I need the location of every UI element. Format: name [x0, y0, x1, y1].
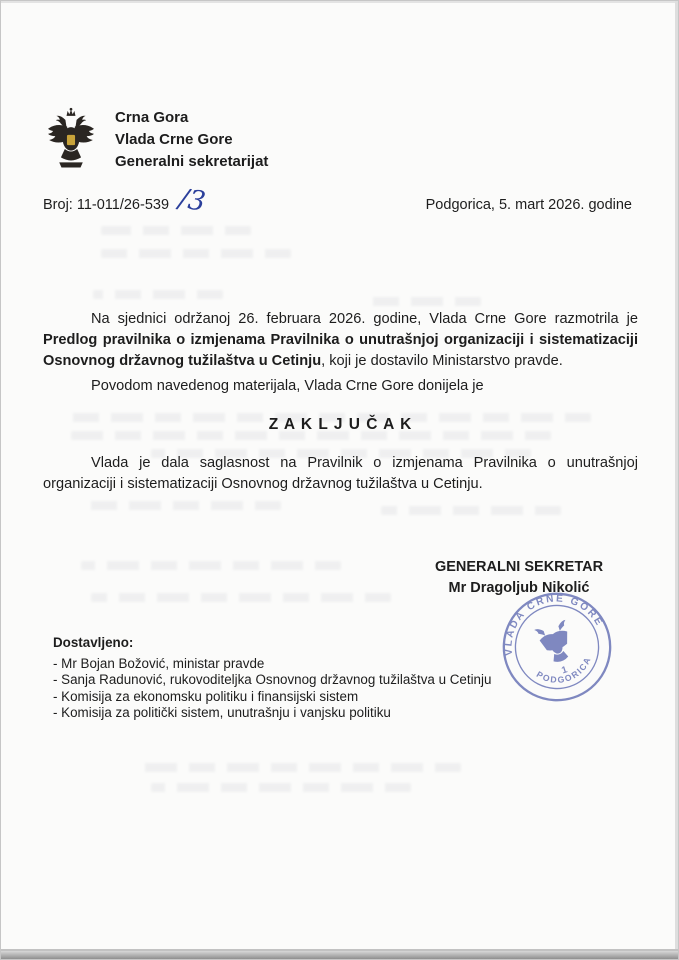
stamp-number: 1 [560, 664, 569, 677]
distribution-label: Dostavljeno: [53, 635, 134, 650]
letterhead [115, 107, 268, 173]
scan-edge-top [1, 1, 678, 3]
bleed-through-text [93, 290, 223, 299]
document-body [43, 309, 638, 495]
bleed-through-text [81, 501, 281, 510]
paragraph-1-post: , koji je dostavilo Ministarstvo pravde. [321, 353, 563, 369]
letterhead-secretariat: Generalni sekretarijat [115, 153, 269, 170]
bleed-through-text [381, 506, 561, 515]
conclusion-heading: Z A K L J U Č A K [268, 416, 413, 433]
signature-title: GENERALNI SEKRETAR [434, 559, 604, 575]
distribution-item: - Sanja Radunović, rukovoditeljka Osnovnog državnog tužilaštva u Cetinju [53, 672, 492, 687]
distribution-list [53, 635, 491, 722]
handwritten-annotation: /3 [176, 183, 208, 218]
letterhead-government: Vlada Crne Gore [115, 131, 233, 148]
letterhead-country: Crna Gora [115, 109, 189, 126]
distribution-item: - Komisija za politički sistem, unutrašnju i vanjsku politiku [53, 705, 391, 720]
paragraph-1-pre: Na sjednici održanoj 26. februara 2026. godine, Vlada Crne Gore razmotrila je [91, 311, 638, 327]
coat-of-arms-icon [43, 103, 99, 177]
scan-edge-bottom [1, 951, 678, 959]
bleed-through-text [141, 763, 461, 772]
distribution-item: - Mr Bojan Božović, ministar pravde [53, 655, 265, 671]
paragraph-2: Povodom navedenog materijala, Vlada Crne Gore donijela je [91, 378, 484, 394]
bleed-through-text [151, 783, 411, 792]
paragraph-1 [43, 309, 638, 372]
bleed-through-text [101, 249, 291, 258]
bleed-through-text [101, 226, 251, 235]
bleed-through-text [81, 561, 341, 570]
place-and-date: Podgorica, 5. mart 2026. godine [425, 197, 632, 213]
paragraph-3: Vlada je dala saglasnost na Pravilnik o izmjenama Pravilnika o unutrašnjoj organizaciji i sistematizaciji Osnovnog državnog tužilaštva u Cetinju. [43, 455, 638, 492]
reference-number: Broj: 11-011/26-539 [43, 197, 170, 213]
bleed-through-text [361, 297, 481, 306]
distribution-item: - Komisija za ekonomsku politiku i finansijski sistem [53, 688, 359, 704]
stamp-ring-bottom-text: PODGORICA [534, 654, 594, 685]
bleed-through-text [91, 593, 391, 602]
stamp-ring-top-text: VLADA CRNE GORE [503, 593, 606, 657]
signature-name: Mr Dragoljub Nikolić [448, 580, 590, 596]
scan-edge-right [675, 1, 678, 959]
paragraph-1-bold: Predlog pravilnika o izmjenama Pravilnika o unutrašnjoj organizaciji i sistematizaciji Osnovnog državnog tužilaštva u Cetinju [43, 332, 638, 369]
stamp-center-emblem [534, 620, 577, 667]
